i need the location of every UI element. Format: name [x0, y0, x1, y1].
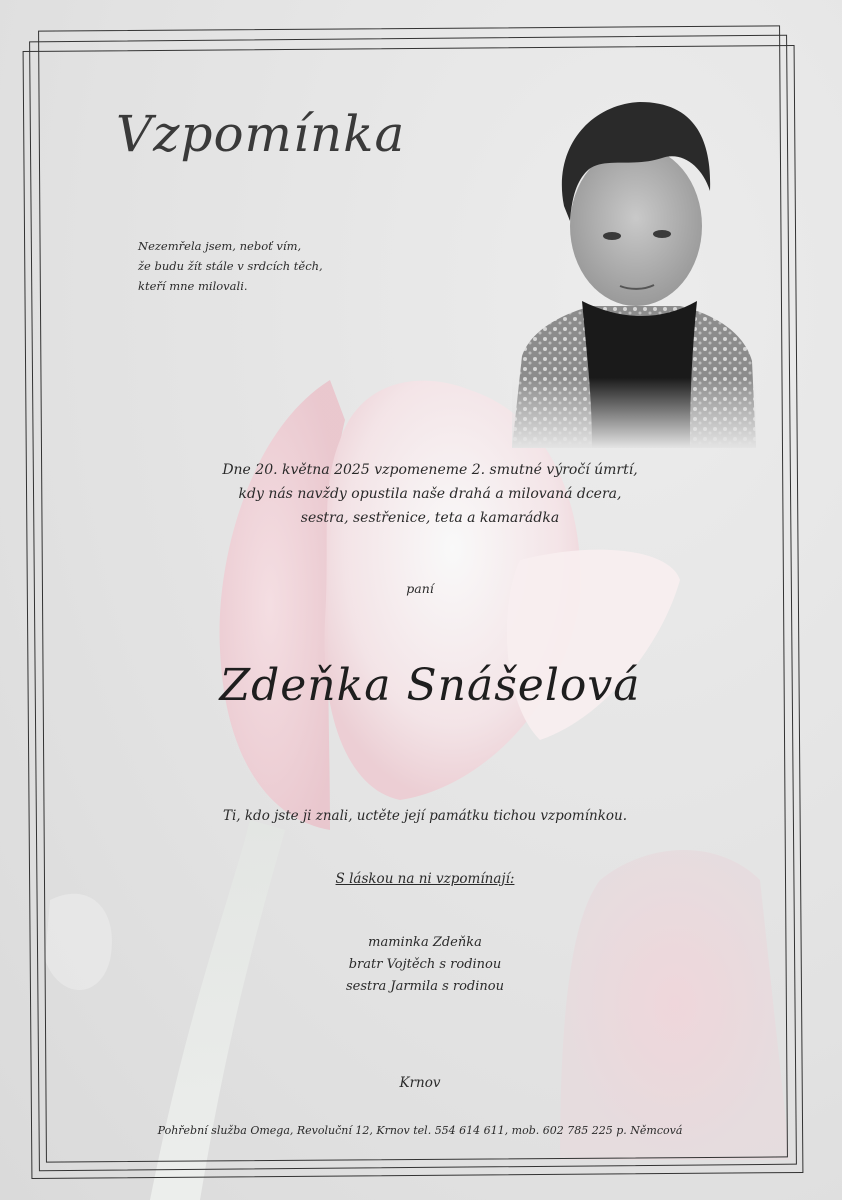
poem-line: kteří mne milovali. — [138, 279, 248, 293]
poem-line: že budu žít stále v srdcích těch, — [138, 259, 323, 273]
intro-text — [150, 458, 710, 530]
intro-line: sestra, sestřenice, teta a kamarádka — [300, 510, 560, 526]
mourners-list — [300, 932, 550, 998]
mourner: bratr Vojtěch s rodinou — [348, 957, 502, 972]
mourners-heading — [300, 871, 550, 887]
mourner: sestra Jarmila s rodinou — [346, 979, 504, 994]
poem-line: Nezemřela jsem, neboť vím, — [138, 239, 302, 253]
portrait-photo — [512, 96, 756, 448]
intro-line: kdy nás navždy opustila naše drahá a milovaná dcera, — [238, 486, 622, 502]
mourner: maminka Zdeňka — [368, 935, 482, 950]
funeral-service-info: Pohřební služba Omega, Revoluční 12, Krnov tel. 554 614 611, mob. 602 785 225 p. Němcová — [157, 1124, 683, 1137]
town: Krnov — [399, 1075, 441, 1091]
honor-line: Ti, kdo jste ji znali, uctěte její památku tichou vzpomínkou. — [222, 808, 628, 824]
intro-line: Dne 20. května 2025 vzpomeneme 2. smutné výročí úmrtí, — [222, 462, 638, 478]
deceased-name: Zdeňka Snášelová — [219, 660, 641, 711]
mourners-heading-text: S láskou na ni vzpomínají: — [335, 871, 515, 887]
salutation: paní — [406, 581, 434, 596]
card-title: Vzpomínka — [116, 105, 406, 163]
memorial-poem — [138, 236, 398, 296]
